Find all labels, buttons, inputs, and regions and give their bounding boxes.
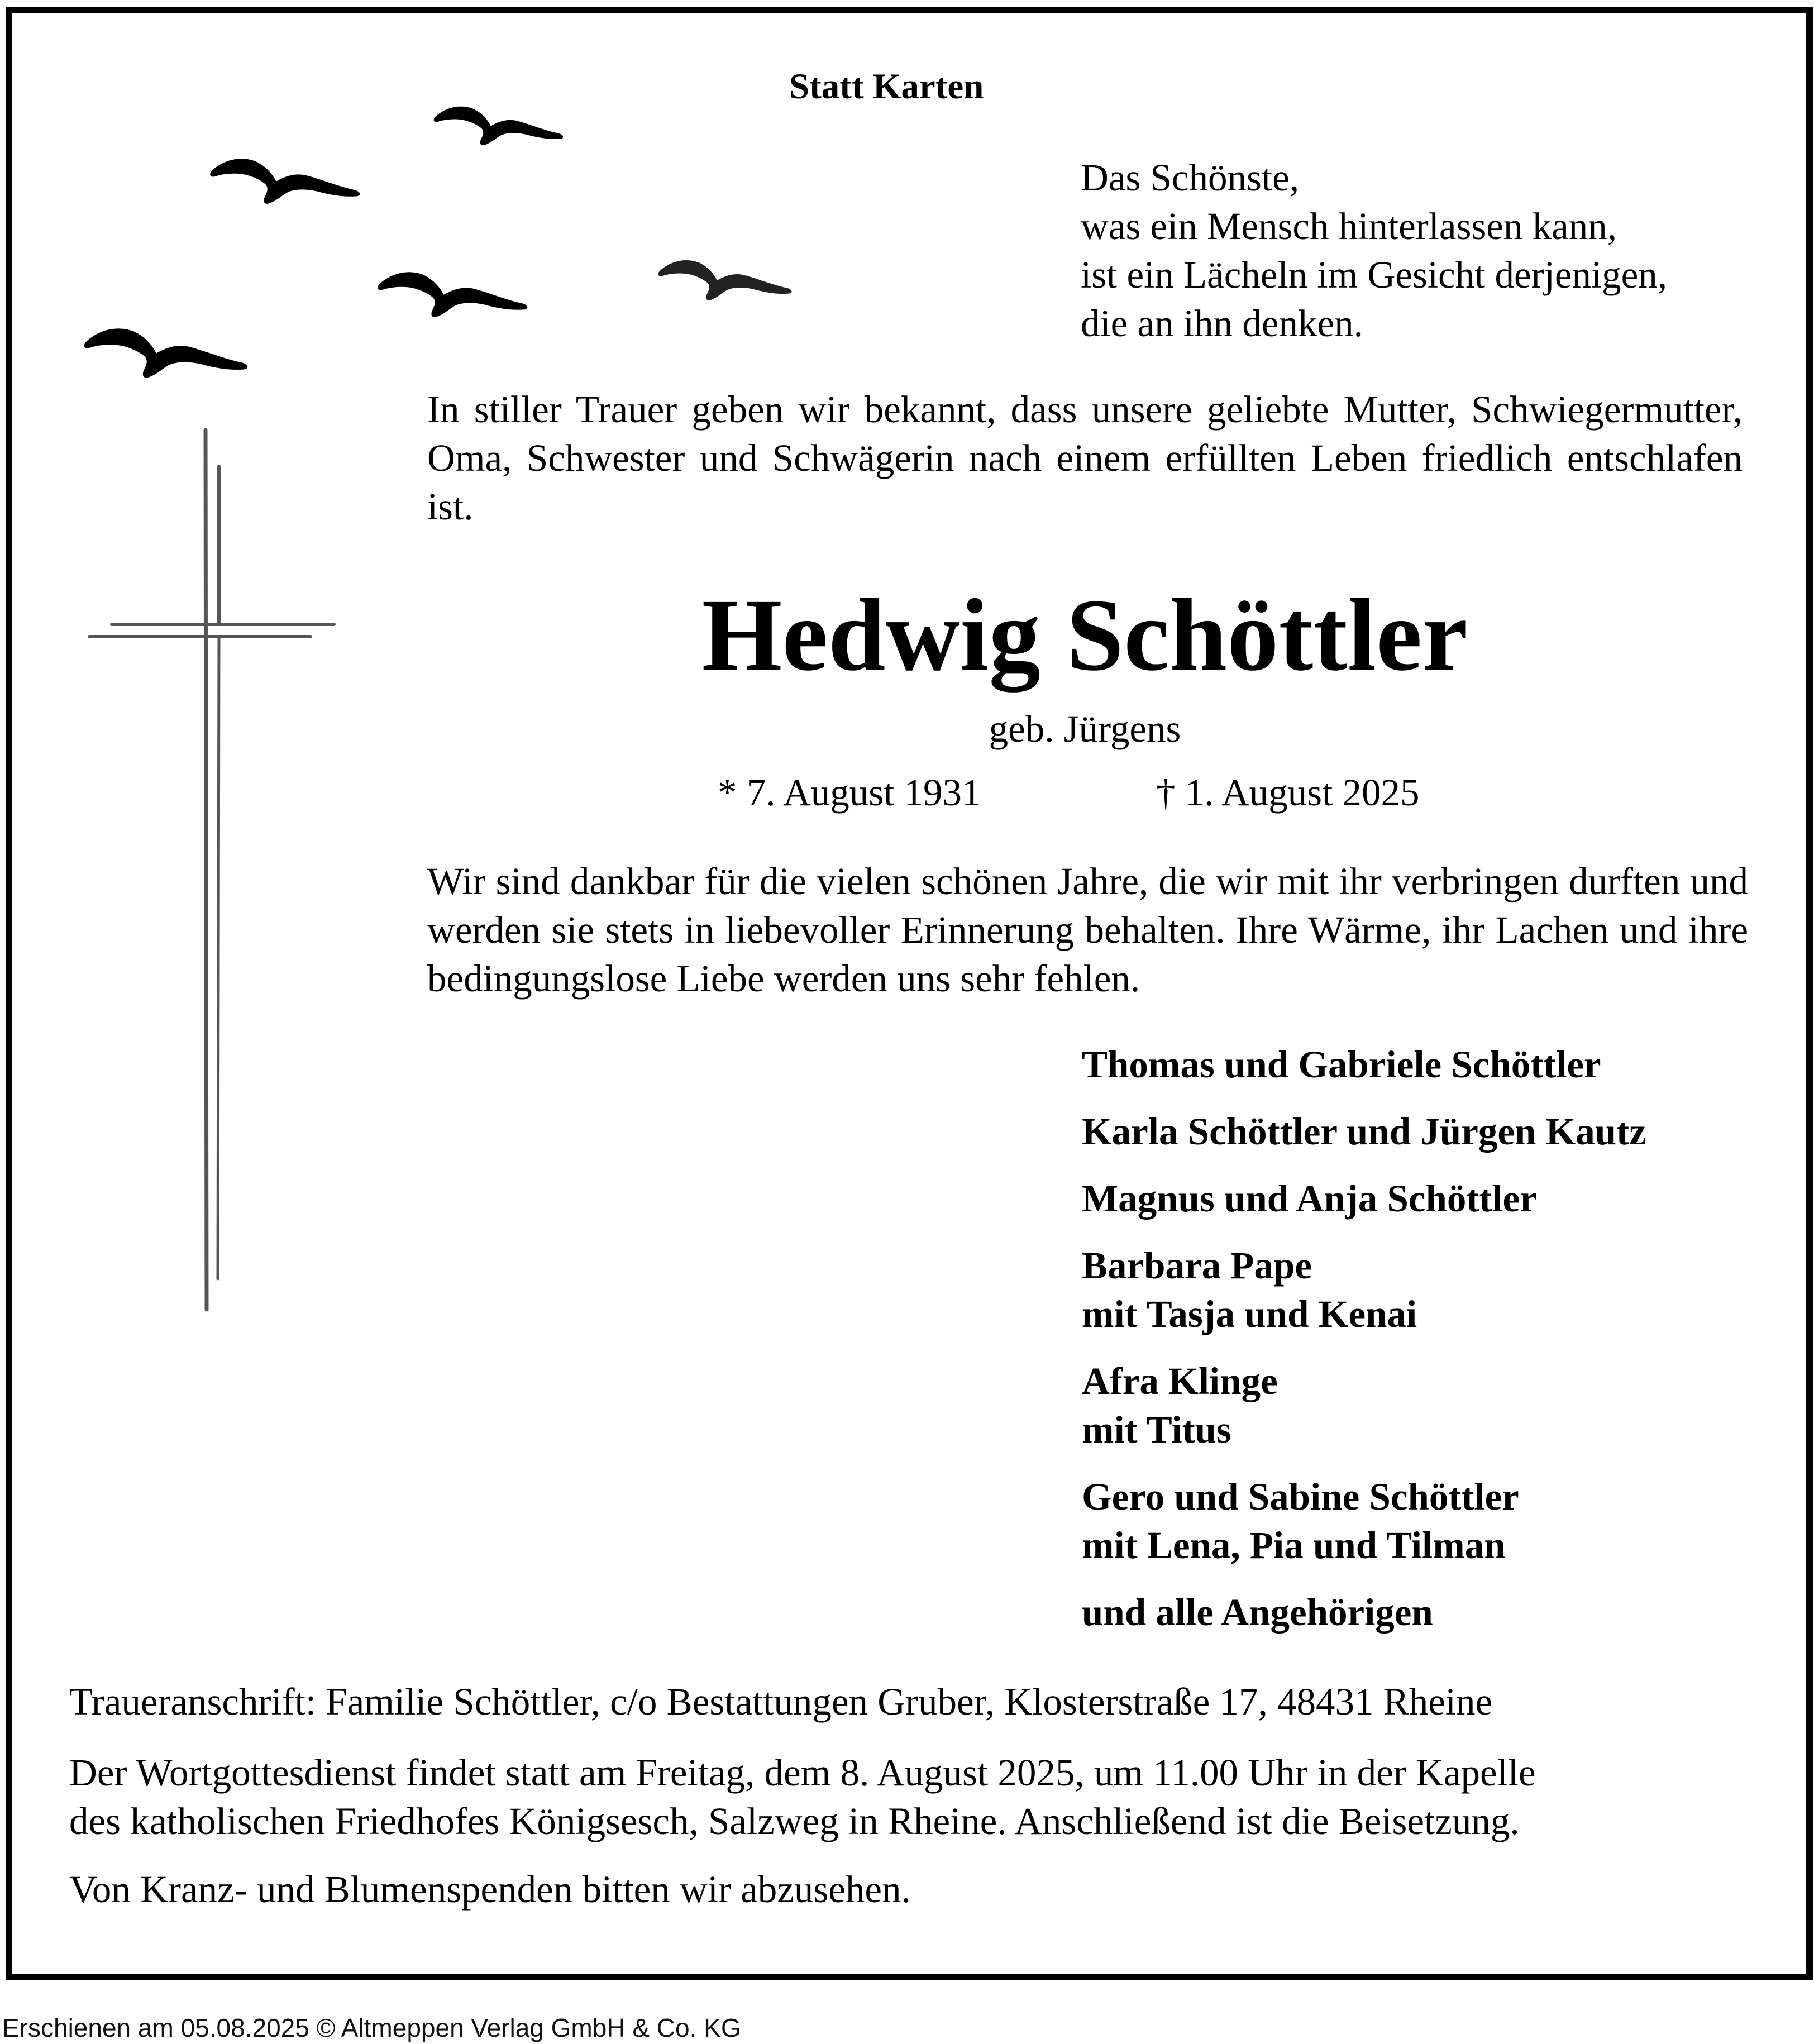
mourners-list [1082, 1040, 1646, 1655]
mourner-line: Magnus und Anja Schöttler [1082, 1177, 1537, 1220]
birth-date: * 7. August 1931 [718, 771, 981, 814]
service-line: des katholischen Friedhofes Königsesch, Salzweg in Rheine. Anschließend ist die Beisetzung. [69, 1800, 1520, 1842]
mourner-line: mit Lena, Pia und Tilman [1082, 1524, 1506, 1567]
bird-4-icon [658, 260, 792, 300]
mourner-line: mit Tasja und Kenai [1082, 1293, 1417, 1335]
death-date: † 1. August 2025 [1156, 771, 1420, 814]
mourner-group [1082, 1174, 1646, 1223]
gratitude-text: Wir sind dankbar für die vielen schönen Jahre, die wir mit ihr verbringen durften und werden sie stets in liebevoller Erinnerung behalten. Ihre Wärme, ihr Lachen und ihre bedingungslose Liebe werden uns sehr fehlen. [427, 860, 1748, 1000]
mourner-line: Gero und Sabine Schöttler [1082, 1475, 1519, 1518]
mourner-group [1082, 1040, 1646, 1089]
service-info [69, 1749, 1750, 1846]
mourner-line: Thomas und Gabriele Schöttler [1082, 1043, 1601, 1086]
bird-5-icon [84, 328, 248, 378]
bird-2-icon [210, 159, 360, 204]
mourning-address: Traueranschrift: Familie Schöttler, c/o Bestattungen Gruber, Klosterstraße 17, 48431 Rheine [69, 1680, 1493, 1723]
bird-3-icon [378, 272, 527, 317]
service-line: Der Wortgottesdienst findet statt am Freitag, dem 8. August 2025, um 11.00 Uhr in der Kapelle [69, 1751, 1536, 1794]
poem-quote [1081, 154, 1667, 348]
deceased-name: Hedwig Schöttler [701, 578, 1468, 693]
mourner-line: mit Titus [1082, 1408, 1231, 1451]
mourner-line: Karla Schöttler und Jürgen Kautz [1082, 1110, 1646, 1153]
statt-karten-heading: Statt Karten [789, 66, 984, 107]
bird-1-icon [434, 107, 564, 146]
mourner-group [1082, 1107, 1646, 1156]
poem-line: ist ein Lächeln im Gesicht derjenigen, [1081, 254, 1667, 296]
cross-icon [89, 430, 334, 1310]
mourner-group [1082, 1241, 1646, 1339]
mourner-group [1082, 1473, 1646, 1570]
publication-footer: Erschienen am 05.08.2025 © Altmeppen Verlag GmbH & Co. KG [2, 2013, 741, 2042]
birth-name: geb. Jürgens [989, 708, 1181, 750]
flowers-note: Von Kranz- und Blumenspenden bitten wir abzusehen. [69, 1868, 911, 1911]
poem-line: Das Schönste, [1081, 156, 1299, 199]
poem-line: was ein Mensch hinterlassen kann, [1081, 205, 1617, 247]
mourner-group [1082, 1588, 1646, 1637]
announcement-text: In stiller Trauer geben wir bekannt, dass unsere geliebte Mutter, Schwiegermutter, Oma, Schwester und Schwägerin nach einem erfüllten Leben friedlich entschlafen ist. [427, 388, 1743, 528]
mourner-line: Barbara Pape [1082, 1244, 1312, 1287]
mourner-line: und alle Angehörigen [1082, 1591, 1433, 1634]
mourner-group [1082, 1357, 1646, 1454]
poem-line: die an ihn denken. [1081, 302, 1363, 345]
mourner-line: Afra Klinge [1082, 1360, 1278, 1402]
